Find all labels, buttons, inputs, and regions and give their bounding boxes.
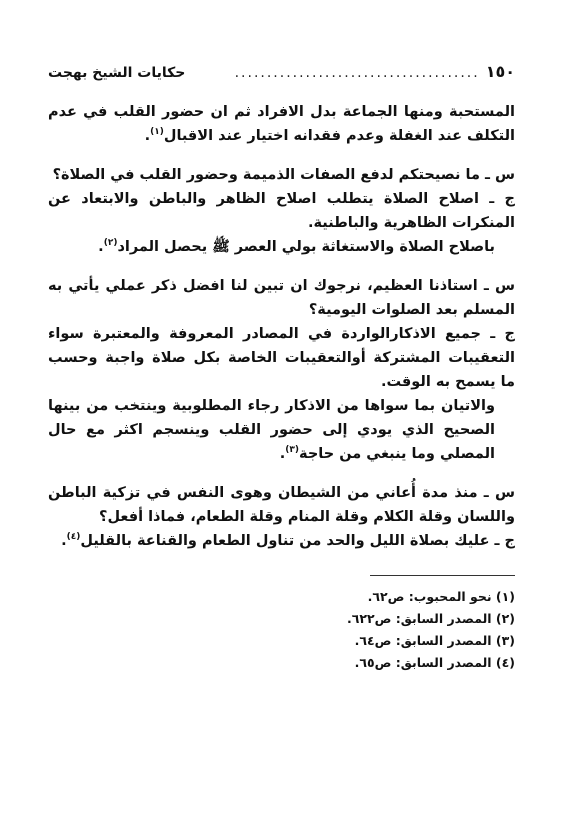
question-3: س ـ منذ مدة أُعاني من الشيطان وهوى النفس في تزكية الباطن واللسان وقلة الكلام وقلة المنام وقلة الطعام، فماذا أفعل؟	[48, 485, 515, 525]
footnote-4: (٤) المصدر السابق: ص٦٥.	[354, 655, 515, 670]
footnote-ref-3[interactable]: (٣)	[285, 445, 300, 456]
answer-1-continued: باصلاح الصلاة والاستغاثة بولي العصر ﷺ يحصل المراد$^{(٢)}$.	[98, 238, 495, 255]
answer-3: ج ـ عليك بصلاة الليل والحد من تناول الطعام والقناعة بالقليل$^{(٤)}$.	[61, 532, 515, 549]
footnote-ref-4[interactable]: (٤)	[66, 532, 81, 543]
footnotes	[48, 586, 515, 674]
book-title: حكايات الشيخ بهجت	[48, 65, 186, 81]
running-header	[48, 62, 515, 86]
footnote-separator	[370, 575, 515, 576]
footnote-1: (١) نحو المحبوب: ص٦٢.	[367, 589, 515, 604]
answer-1: ج ـ اصلاح الصلاة يتطلب اصلاح الظاهر والباطن والابتعاد عن المنكرات الظاهرية والباطنية.	[48, 191, 515, 231]
main-text	[48, 100, 515, 553]
answer-2-continued: والاتيان بما سواها من الاذكار رجاء المطلوبية وينتخب من بينها الصحيح الذي يودي إلى حضور القلب وينسجم اكثر مع حال المصلي وما ينبغي من حاجة$^{(٣)}$.	[48, 398, 495, 462]
footnote-ref-2[interactable]: (٢)	[103, 238, 118, 249]
question-2: س ـ استاذنا العظيم، نرجوك ان تبين لنا افضل ذكر عملي يأتي به المسلم بعد الصلوات اليومية؟	[48, 278, 515, 318]
intro-paragraph: المستحبة ومنها الجماعة بدل الافراد ثم ان حضور القلب في عدم التكلف عند الغفلة وعدم فقدانه اختيار عند الاقبال$^{(١)}$.	[48, 104, 515, 144]
footnote-ref-1[interactable]: (١)	[150, 127, 164, 138]
answer-2: ج ـ جميع الاذكارالواردة في المصادر المعروفة والمعتبرة سواء التعقيبات المشتركة أوالتعقيبات الخاصة بكل صلاة واجبة وحسب ما يسمح به الوقت.	[48, 326, 515, 390]
header-leader-dots: ......................................	[234, 65, 480, 81]
page-content	[48, 62, 515, 674]
footnote-3: (٣) المصدر السابق: ص٦٤.	[354, 633, 515, 648]
page-number: ١٥٠	[485, 62, 515, 81]
question-1: س ـ ما نصيحتكم لدفع الصفات الذميمة وحضور القلب في الصلاة؟	[52, 167, 515, 183]
footnote-2: (٢) المصدر السابق: ص٦٢٢.	[346, 611, 515, 626]
